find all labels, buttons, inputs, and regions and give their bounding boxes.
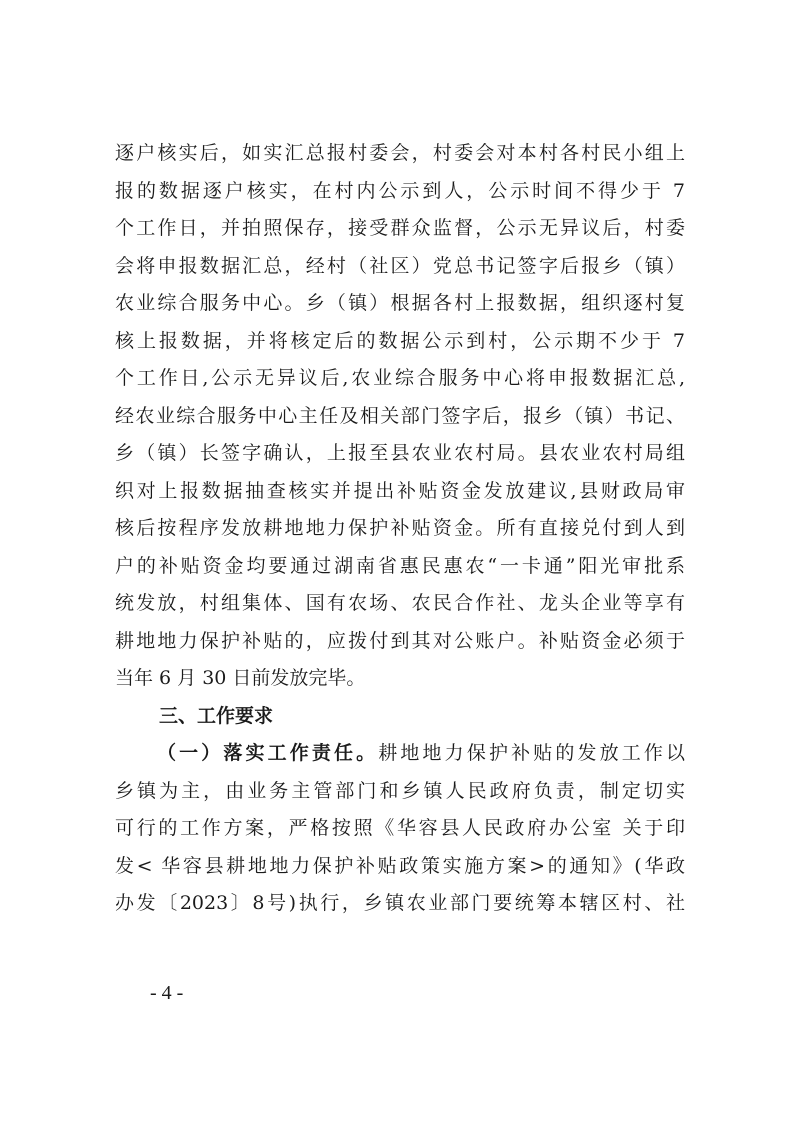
text-line: 乡镇为主，由业务主管部门和乡镇人民政府负责，制定切实 xyxy=(115,779,685,802)
text-line: 核后按程序发放耕地地力保护补贴资金。所有直接兑付到人到 xyxy=(115,517,685,539)
text-line: 办发〔2023〕8号)执行，乡镇农业部门要统筹本辖区村、社 xyxy=(115,892,685,914)
section-heading: 三、工作要求 xyxy=(159,704,274,727)
text-line: 户的补贴资金均要通过湖南省惠民惠农“一卡通”阳光审批系 xyxy=(115,554,685,577)
text-line: 统发放，村组集体、国有农场、农民合作社、龙头企业等享有 xyxy=(115,592,685,614)
text-line: 织对上报数据抽查核实并提出补贴资金发放建议,县财政局审 xyxy=(115,479,685,502)
paragraph-continued xyxy=(115,135,685,698)
text-line: 耕地地力保护补贴的，应拨付到其对公账户。补贴资金必须于 xyxy=(115,629,685,652)
text-line: 个工作日,公示无异议后,农业综合服务中心将申报数据汇总, xyxy=(115,367,685,389)
text-line: 发< 华容县耕地地力保护补贴政策实施方案>的通知》(华政 xyxy=(115,854,685,877)
text-line: 可行的工作方案，严格按照《华容县人民政府办公室 关于印 xyxy=(115,817,685,839)
text-line: 经农业综合服务中心主任及相关部门签字后，报乡（镇）书记、 xyxy=(115,404,685,427)
subsection-text: 耕地地力保护补贴的发放工作以 xyxy=(378,742,685,764)
subsection-title: （一）落实工作责任。 xyxy=(157,742,379,764)
text-line: 报的数据逐户核实，在村内公示到人，公示时间不得少于 7 xyxy=(115,179,685,202)
text-line: 乡（镇）长签字确认，上报至县农业农村局。县农业农村局组 xyxy=(115,442,685,464)
text-line xyxy=(115,735,685,773)
document-body xyxy=(115,135,685,923)
text-line: 逐户核实后，如实汇总报村委会，村委会对本村各村民小组上 xyxy=(115,142,685,164)
text-line: 农业综合服务中心。乡（镇）根据各村上报数据，组织逐村复 xyxy=(115,292,685,314)
text-line: 当年 6 月 30 日前发放完毕。 xyxy=(115,667,366,689)
text-line: 核上报数据，并将核定后的数据公示到村，公示期不少于 7 xyxy=(115,329,685,352)
text-line: 会将申报数据汇总，经村（社区）党总书记签字后报乡（镇） xyxy=(115,254,685,277)
text-line: 个工作日，并拍照保存，接受群众监督，公示无异议后，村委 xyxy=(115,217,685,239)
subsection-paragraph xyxy=(115,735,685,923)
page-number: - 4 - xyxy=(150,982,184,1004)
